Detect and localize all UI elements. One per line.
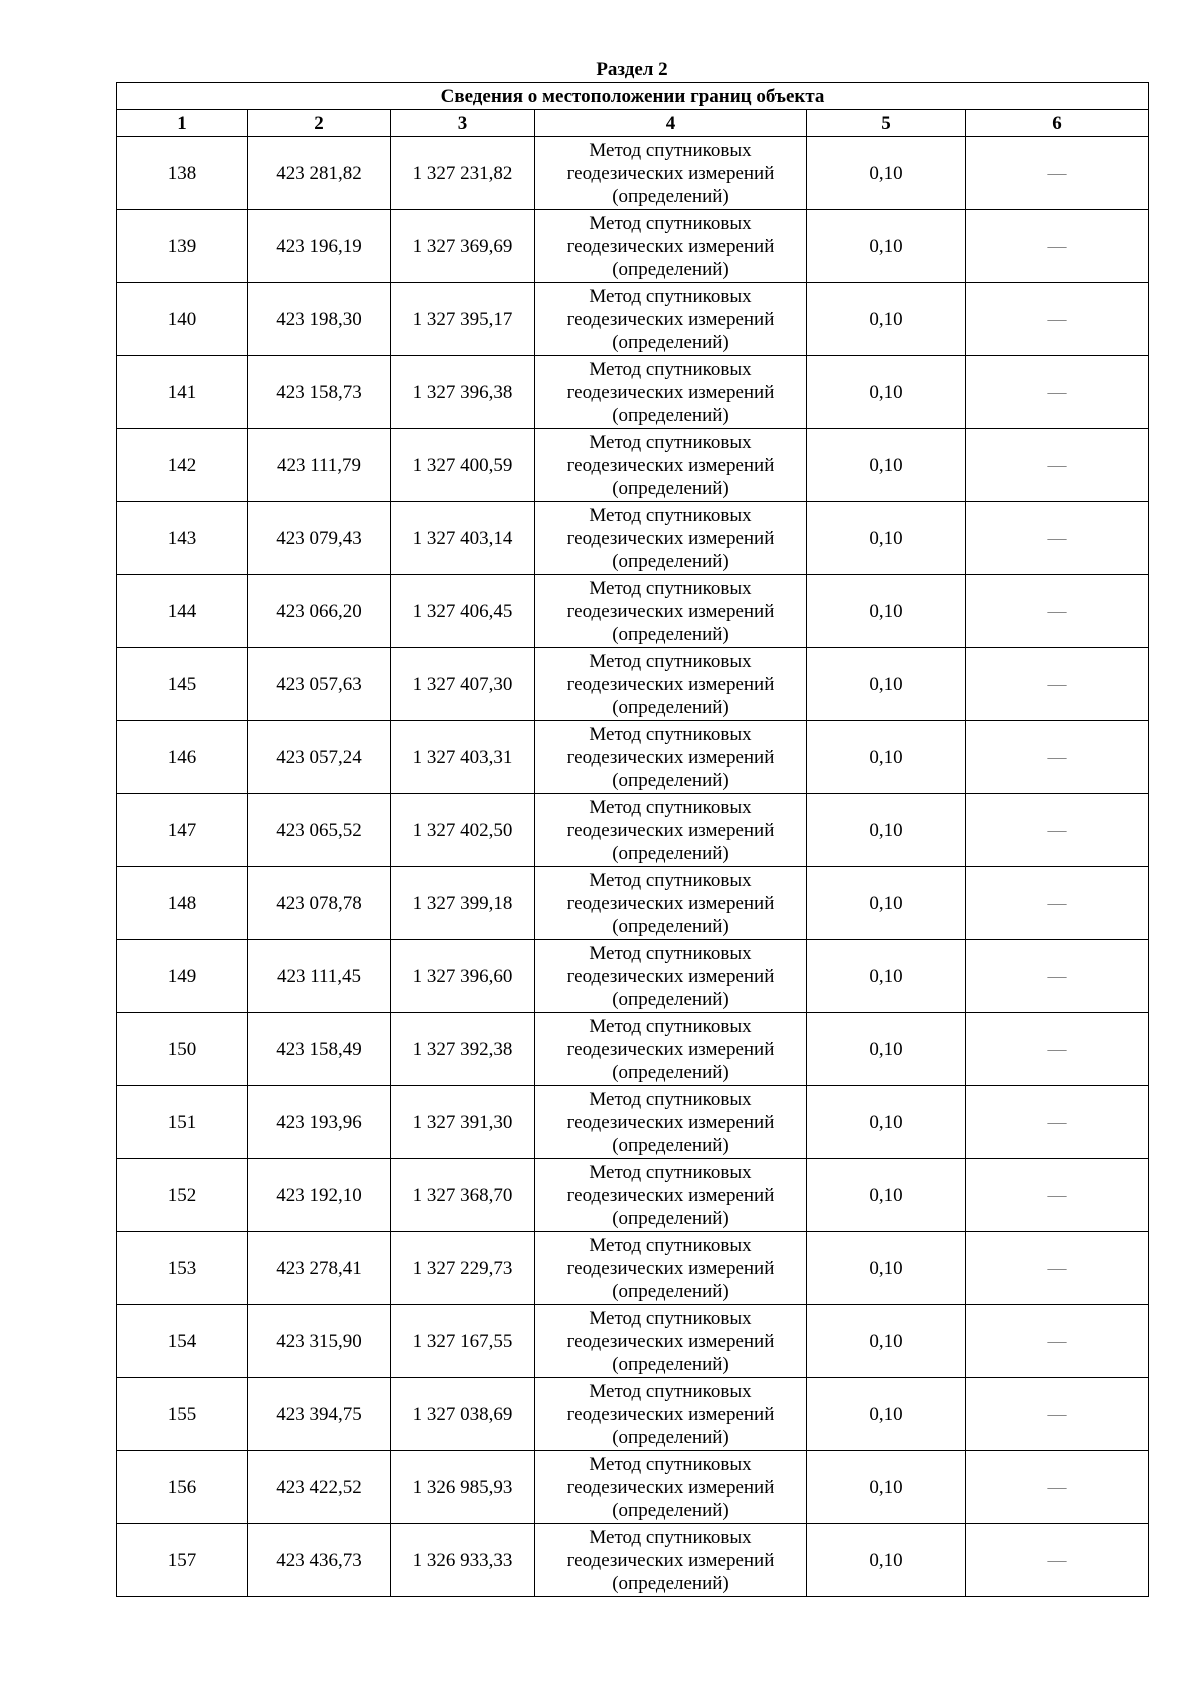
note-cell: —: [966, 1524, 1149, 1597]
y-coordinate-cell: 1 327 399,18: [391, 867, 535, 940]
y-coordinate-cell: 1 327 369,69: [391, 210, 535, 283]
method-line-2: геодезических измерений: [566, 746, 775, 768]
y-coordinate-cell: 1 327 407,30: [391, 648, 535, 721]
column-header-1: 1: [117, 110, 248, 137]
method-line-2: геодезических измерений: [566, 1038, 775, 1060]
note-cell: —: [966, 648, 1149, 721]
x-coordinate-cell: 423 436,73: [248, 1524, 391, 1597]
table-row: [117, 1232, 1149, 1305]
method-line-1: Метод спутниковых: [589, 1161, 752, 1183]
method-line-1: Метод спутниковых: [589, 869, 752, 891]
column-header-4: 4: [535, 110, 807, 137]
accuracy-cell: 0,10: [807, 1159, 966, 1232]
accuracy-cell: 0,10: [807, 1451, 966, 1524]
method-line-1: Метод спутниковых: [589, 1015, 752, 1037]
note-cell: —: [966, 1013, 1149, 1086]
note-cell: —: [966, 940, 1149, 1013]
accuracy-cell: 0,10: [807, 721, 966, 794]
point-number-cell: 141: [117, 356, 248, 429]
point-number-cell: 143: [117, 502, 248, 575]
y-coordinate-cell: 1 327 391,30: [391, 1086, 535, 1159]
table-row: [117, 575, 1149, 648]
x-coordinate-cell: 423 078,78: [248, 867, 391, 940]
method-line-2: геодезических измерений: [566, 1403, 775, 1425]
method-line-3: (определений): [612, 769, 729, 791]
method-cell: [535, 1378, 807, 1451]
table-caption: Сведения о местоположении границ объекта: [117, 83, 1149, 110]
method-cell: [535, 1232, 807, 1305]
y-coordinate-cell: 1 327 392,38: [391, 1013, 535, 1086]
method-line-2: геодезических измерений: [566, 308, 775, 330]
method-line-1: Метод спутниковых: [589, 358, 752, 380]
y-coordinate-cell: 1 326 933,33: [391, 1524, 535, 1597]
table-row: [117, 648, 1149, 721]
method-line-3: (определений): [612, 1061, 729, 1083]
accuracy-cell: 0,10: [807, 429, 966, 502]
method-cell: [535, 940, 807, 1013]
point-number-cell: 147: [117, 794, 248, 867]
method-line-2: геодезических измерений: [566, 1476, 775, 1498]
method-line-3: (определений): [612, 842, 729, 864]
y-coordinate-cell: 1 327 403,14: [391, 502, 535, 575]
boundary-coordinates-table: [116, 82, 1149, 1597]
method-line-1: Метод спутниковых: [589, 796, 752, 818]
method-line-2: геодезических измерений: [566, 235, 775, 257]
column-header-row: [117, 110, 1149, 137]
x-coordinate-cell: 423 057,63: [248, 648, 391, 721]
method-line-3: (определений): [612, 1134, 729, 1156]
method-line-3: (определений): [612, 550, 729, 572]
column-header-2: 2: [248, 110, 391, 137]
note-cell: —: [966, 356, 1149, 429]
section-title: Раздел 2: [596, 59, 668, 80]
point-number-cell: 155: [117, 1378, 248, 1451]
method-line-3: (определений): [612, 1207, 729, 1229]
point-number-cell: 145: [117, 648, 248, 721]
y-coordinate-cell: 1 326 985,93: [391, 1451, 535, 1524]
y-coordinate-cell: 1 327 395,17: [391, 283, 535, 356]
accuracy-cell: 0,10: [807, 575, 966, 648]
x-coordinate-cell: 423 422,52: [248, 1451, 391, 1524]
method-line-2: геодезических измерений: [566, 162, 775, 184]
method-line-1: Метод спутниковых: [589, 1307, 752, 1329]
table-caption-row: [117, 83, 1149, 110]
column-header-5: 5: [807, 110, 966, 137]
table-row: [117, 867, 1149, 940]
table-row: [117, 1013, 1149, 1086]
method-cell: [535, 867, 807, 940]
y-coordinate-cell: 1 327 402,50: [391, 794, 535, 867]
point-number-cell: 152: [117, 1159, 248, 1232]
point-number-cell: 146: [117, 721, 248, 794]
accuracy-cell: 0,10: [807, 1086, 966, 1159]
point-number-cell: 140: [117, 283, 248, 356]
note-cell: —: [966, 1086, 1149, 1159]
accuracy-cell: 0,10: [807, 210, 966, 283]
method-line-3: (определений): [612, 404, 729, 426]
table-row: [117, 137, 1149, 210]
x-coordinate-cell: 423 111,79: [248, 429, 391, 502]
method-line-1: Метод спутниковых: [589, 139, 752, 161]
method-line-3: (определений): [612, 185, 729, 207]
note-cell: —: [966, 210, 1149, 283]
method-line-2: геодезических измерений: [566, 527, 775, 549]
y-coordinate-cell: 1 327 368,70: [391, 1159, 535, 1232]
accuracy-cell: 0,10: [807, 940, 966, 1013]
method-line-2: геодезических измерений: [566, 381, 775, 403]
method-line-1: Метод спутниковых: [589, 431, 752, 453]
x-coordinate-cell: 423 057,24: [248, 721, 391, 794]
method-cell: [535, 1013, 807, 1086]
method-cell: [535, 210, 807, 283]
table-row: [117, 1305, 1149, 1378]
accuracy-cell: 0,10: [807, 137, 966, 210]
y-coordinate-cell: 1 327 167,55: [391, 1305, 535, 1378]
method-line-2: геодезических измерений: [566, 454, 775, 476]
y-coordinate-cell: 1 327 400,59: [391, 429, 535, 502]
method-cell: [535, 429, 807, 502]
accuracy-cell: 0,10: [807, 356, 966, 429]
method-line-3: (определений): [612, 988, 729, 1010]
note-cell: —: [966, 502, 1149, 575]
method-line-3: (определений): [612, 915, 729, 937]
method-line-1: Метод спутниковых: [589, 650, 752, 672]
y-coordinate-cell: 1 327 396,60: [391, 940, 535, 1013]
point-number-cell: 139: [117, 210, 248, 283]
note-cell: —: [966, 1305, 1149, 1378]
method-line-3: (определений): [612, 696, 729, 718]
method-line-3: (определений): [612, 331, 729, 353]
point-number-cell: 151: [117, 1086, 248, 1159]
x-coordinate-cell: 423 066,20: [248, 575, 391, 648]
method-line-3: (определений): [612, 1353, 729, 1375]
x-coordinate-cell: 423 158,49: [248, 1013, 391, 1086]
table-row: [117, 1086, 1149, 1159]
accuracy-cell: 0,10: [807, 1013, 966, 1086]
y-coordinate-cell: 1 327 403,31: [391, 721, 535, 794]
method-line-3: (определений): [612, 258, 729, 280]
table-body: [117, 137, 1149, 1597]
x-coordinate-cell: 423 394,75: [248, 1378, 391, 1451]
point-number-cell: 144: [117, 575, 248, 648]
x-coordinate-cell: 423 079,43: [248, 502, 391, 575]
x-coordinate-cell: 423 278,41: [248, 1232, 391, 1305]
table-row: [117, 794, 1149, 867]
x-coordinate-cell: 423 192,10: [248, 1159, 391, 1232]
table-row: [117, 1451, 1149, 1524]
method-line-3: (определений): [612, 1499, 729, 1521]
point-number-cell: 148: [117, 867, 248, 940]
point-number-cell: 150: [117, 1013, 248, 1086]
method-cell: [535, 648, 807, 721]
method-cell: [535, 1305, 807, 1378]
method-line-2: геодезических измерений: [566, 1549, 775, 1571]
method-line-3: (определений): [612, 477, 729, 499]
method-line-1: Метод спутниковых: [589, 504, 752, 526]
note-cell: —: [966, 137, 1149, 210]
method-line-3: (определений): [612, 1280, 729, 1302]
x-coordinate-cell: 423 158,73: [248, 356, 391, 429]
note-cell: —: [966, 283, 1149, 356]
table-row: [117, 1378, 1149, 1451]
point-number-cell: 154: [117, 1305, 248, 1378]
method-cell: [535, 575, 807, 648]
point-number-cell: 138: [117, 137, 248, 210]
point-number-cell: 149: [117, 940, 248, 1013]
method-line-2: геодезических измерений: [566, 965, 775, 987]
column-header-3: 3: [391, 110, 535, 137]
method-line-2: геодезических измерений: [566, 1184, 775, 1206]
method-cell: [535, 721, 807, 794]
method-cell: [535, 794, 807, 867]
note-cell: —: [966, 1378, 1149, 1451]
method-line-1: Метод спутниковых: [589, 1234, 752, 1256]
method-line-3: (определений): [612, 1572, 729, 1594]
accuracy-cell: 0,10: [807, 283, 966, 356]
column-header-6: 6: [966, 110, 1149, 137]
method-line-1: Метод спутниковых: [589, 1088, 752, 1110]
method-cell: [535, 1086, 807, 1159]
accuracy-cell: 0,10: [807, 502, 966, 575]
accuracy-cell: 0,10: [807, 1232, 966, 1305]
method-cell: [535, 137, 807, 210]
y-coordinate-cell: 1 327 396,38: [391, 356, 535, 429]
method-cell: [535, 502, 807, 575]
y-coordinate-cell: 1 327 406,45: [391, 575, 535, 648]
point-number-cell: 156: [117, 1451, 248, 1524]
y-coordinate-cell: 1 327 231,82: [391, 137, 535, 210]
note-cell: —: [966, 1159, 1149, 1232]
method-cell: [535, 1159, 807, 1232]
table-row: [117, 1159, 1149, 1232]
method-line-2: геодезических измерений: [566, 600, 775, 622]
note-cell: —: [966, 1232, 1149, 1305]
table-row: [117, 940, 1149, 1013]
note-cell: —: [966, 867, 1149, 940]
method-line-1: Метод спутниковых: [589, 1380, 752, 1402]
method-line-2: геодезических измерений: [566, 892, 775, 914]
accuracy-cell: 0,10: [807, 867, 966, 940]
point-number-cell: 153: [117, 1232, 248, 1305]
x-coordinate-cell: 423 193,96: [248, 1086, 391, 1159]
accuracy-cell: 0,10: [807, 1305, 966, 1378]
method-line-2: геодезических измерений: [566, 1330, 775, 1352]
note-cell: —: [966, 575, 1149, 648]
table-row: [117, 429, 1149, 502]
note-cell: —: [966, 1451, 1149, 1524]
y-coordinate-cell: 1 327 038,69: [391, 1378, 535, 1451]
method-line-2: геодезических измерений: [566, 673, 775, 695]
document-page: [116, 58, 1148, 1597]
table-row: [117, 210, 1149, 283]
method-line-1: Метод спутниковых: [589, 285, 752, 307]
y-coordinate-cell: 1 327 229,73: [391, 1232, 535, 1305]
table-row: [117, 1524, 1149, 1597]
method-line-1: Метод спутниковых: [589, 1526, 752, 1548]
note-cell: —: [966, 429, 1149, 502]
method-cell: [535, 356, 807, 429]
table-row: [117, 356, 1149, 429]
method-line-2: геодезических измерений: [566, 819, 775, 841]
accuracy-cell: 0,10: [807, 648, 966, 721]
x-coordinate-cell: 423 198,30: [248, 283, 391, 356]
x-coordinate-cell: 423 065,52: [248, 794, 391, 867]
method-cell: [535, 1524, 807, 1597]
point-number-cell: 157: [117, 1524, 248, 1597]
table-row: [117, 283, 1149, 356]
point-number-cell: 142: [117, 429, 248, 502]
method-line-1: Метод спутниковых: [589, 212, 752, 234]
method-line-1: Метод спутниковых: [589, 1453, 752, 1475]
method-line-3: (определений): [612, 623, 729, 645]
method-cell: [535, 1451, 807, 1524]
method-line-2: геодезических измерений: [566, 1257, 775, 1279]
x-coordinate-cell: 423 111,45: [248, 940, 391, 1013]
note-cell: —: [966, 794, 1149, 867]
x-coordinate-cell: 423 196,19: [248, 210, 391, 283]
note-cell: —: [966, 721, 1149, 794]
method-line-2: геодезических измерений: [566, 1111, 775, 1133]
method-line-1: Метод спутниковых: [589, 577, 752, 599]
x-coordinate-cell: 423 315,90: [248, 1305, 391, 1378]
table-row: [117, 721, 1149, 794]
method-line-1: Метод спутниковых: [589, 723, 752, 745]
method-cell: [535, 283, 807, 356]
table-row: [117, 502, 1149, 575]
x-coordinate-cell: 423 281,82: [248, 137, 391, 210]
method-line-1: Метод спутниковых: [589, 942, 752, 964]
accuracy-cell: 0,10: [807, 1524, 966, 1597]
method-line-3: (определений): [612, 1426, 729, 1448]
accuracy-cell: 0,10: [807, 1378, 966, 1451]
accuracy-cell: 0,10: [807, 794, 966, 867]
